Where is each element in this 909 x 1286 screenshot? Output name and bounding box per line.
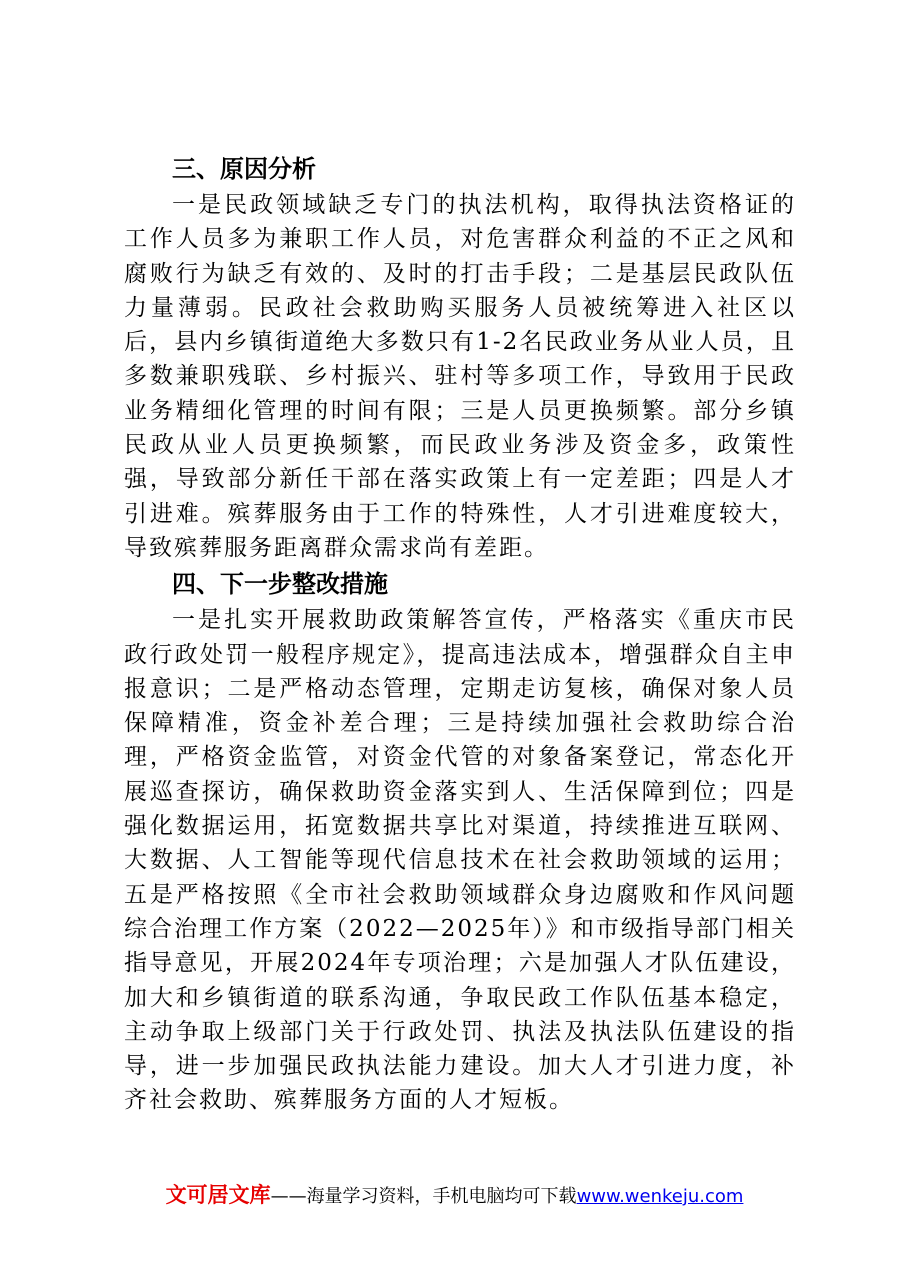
footer-url-link[interactable]: www.wenkeju.com (576, 1186, 744, 1207)
section-paragraph-next-steps: 一是扎实开展救助政策解答宣传，严格落实《重庆市民政行政处罚一般程序规定》，提高违法成本，增强群众自主申报意识；二是严格动态管理，定期走访复核，确保对象人员保障精准，资金补差合理；三是持续加强社会救助综合治理，严格资金监管，对资金代管的对象备案登记，常态化开展巡查探访，确保救助资金落实到人、生活保障到位；四是强化数据运用，拓宽数据共享比对渠道，持续推进互联网、大数据、人工智能等现代信息技术在社会救助领域的运用；五是严格按照《全市社会救助领域群众身边腐败和作风问题综合治理工作方案（2022—2025年）》和市级指导部门相关指导意见，开展2024年专项治理；六是加强人才队伍建设，加大和乡镇街道的联系沟通，争取民政工作队伍基本稳定，主动争取上级部门关于行政处罚、执法及执法队伍建设的指导，进一步加强民政执法能力建设。加大人才引进力度，补齐社会救助、殡葬服务方面的人才短板。 (124, 607, 796, 1114)
footer-brand: 文可居文库 (165, 1183, 271, 1207)
footer-slogan: ——海量学习资料，手机电脑均可下载 (270, 1186, 577, 1207)
section-heading-next-steps: 四、下一步整改措施 (172, 570, 388, 599)
section-heading-cause-analysis: 三、原因分析 (172, 155, 316, 183)
document-body (124, 150, 796, 1118)
page-footer (0, 1180, 909, 1212)
section-paragraph-cause-analysis: 一是民政领域缺乏专门的执法机构，取得执法资格证的工作人员多为兼职工作人员，对危害群众利益的不正之风和腐败行为缺乏有效的、及时的打击手段；二是基层民政队伍力量薄弱。民政社会救助购买服务人员被统筹进入社区以后，县内乡镇街道绝大多数只有1-2名民政业务从业人员，且多数兼职残联、乡村振兴、驻村等多项工作，导致用于民政业务精细化管理的时间有限；三是人员更换频繁。部分乡镇民政从业人员更换频繁，而民政业务涉及资金多，政策性强，导致部分新任干部在落实政策上有一定差距；四是人才引进难。殡葬服务由于工作的特殊性，人才引进难度较大，导致殡葬服务距离群众需求尚有差距。 (124, 192, 796, 561)
